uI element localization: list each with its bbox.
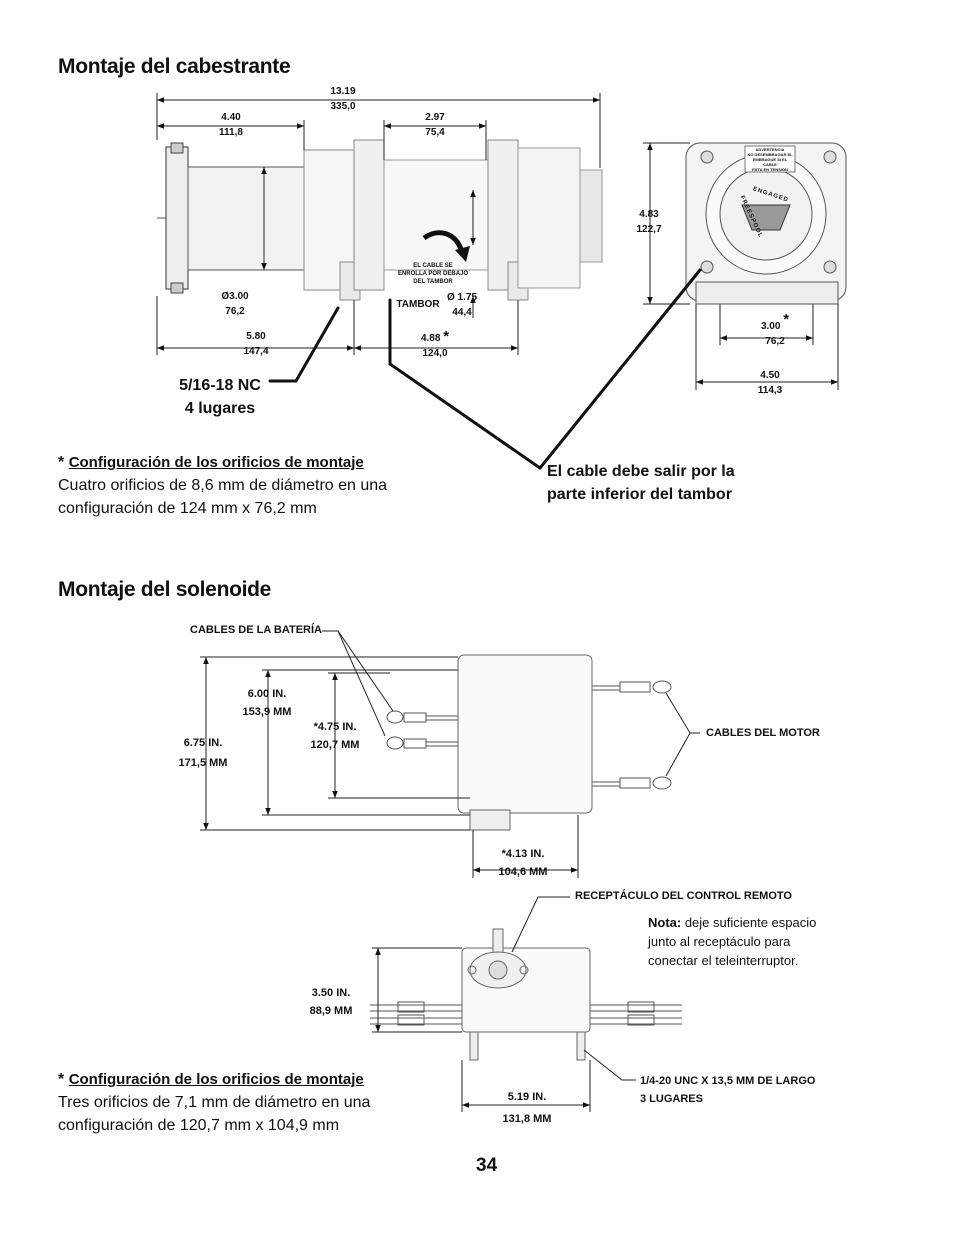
- dim-sol-w2-mm: 131,8 MM: [502, 1113, 552, 1125]
- solenoid-config-text: Tres orificios de 7,1 mm de diámetro en una: [58, 1094, 371, 1111]
- dim-motor: [206, 110, 256, 140]
- drum-label: TAMBOR: [396, 299, 440, 310]
- screw-callout: [640, 1072, 815, 1108]
- dim-base-right-mm: 124,0: [422, 348, 448, 359]
- asterisk-mark: *: [783, 311, 790, 328]
- dim-sol-h1-in: 6.00 IN.: [247, 688, 287, 700]
- dim-sol-w2-in: 5.19 IN.: [507, 1091, 547, 1103]
- dim-motor-in: 4.40: [221, 112, 241, 123]
- dim-base-right: [410, 329, 460, 361]
- dim-end-holes: [745, 311, 805, 349]
- note-line: deje suficiente espacio: [681, 915, 817, 930]
- cable-wind-note: [393, 262, 473, 286]
- dim-sol-h1: [228, 685, 306, 721]
- bolt-callout-line: 4 lugares: [184, 400, 256, 417]
- solenoid-front-view: [370, 929, 682, 1060]
- dim-sol-h3-in: 6.75 IN.: [183, 737, 223, 749]
- screw-callout-line: 1/4-20 UNC X 13,5 MM DE LARGO: [640, 1075, 816, 1087]
- warning-line: NO DESEMBRAGAR EL: [747, 152, 793, 157]
- dim-end-holes-in: 3.00: [760, 321, 781, 332]
- dim-base-right-in: 4.88: [420, 333, 441, 344]
- note-line: junto al receptáculo para: [648, 934, 791, 949]
- dim-sol-h1-mm: 153,9 MM: [242, 706, 292, 718]
- dim-sol-w1-mm: 104,6 MM: [498, 866, 548, 878]
- bolt-callout-line: 5/16-18 NC: [179, 377, 261, 394]
- winch-config-text: Cuatro orificios de 8,6 mm de diámetro en una: [58, 477, 388, 494]
- screw-callout-line: 3 LUGARES: [640, 1093, 703, 1105]
- config-asterisk: *: [58, 1071, 65, 1088]
- dim-drum-in: 2.97: [425, 112, 445, 123]
- cable-note-line: EL CABLE SE: [413, 263, 453, 269]
- dim-base-left: [231, 329, 281, 359]
- dim-motor-dia: [210, 289, 260, 319]
- dim-overall: [318, 84, 368, 114]
- dim-motor-dia-mm: 76,2: [225, 306, 245, 317]
- battery-cables-label: CABLES DE LA BATERÍA: [190, 624, 322, 636]
- dim-motor-dia-in: Ø3.00: [221, 291, 249, 302]
- freespool-label: FREESPOOL: [738, 194, 764, 240]
- cable-note-line: DEL TAMBOR: [413, 279, 453, 285]
- dim-sol-h3-mm: 171,5 MM: [178, 757, 228, 769]
- dim-base-left-in: 5.80: [246, 331, 266, 342]
- cable-exit-line: parte inferior del tambor: [547, 486, 732, 503]
- motor-cables-label: CABLES DEL MOTOR: [706, 727, 820, 739]
- warning-line: EMBRAGUE SI EL CABLE: [752, 157, 788, 167]
- dim-drum-dia: [440, 290, 484, 320]
- note-line: conectar el teleinterruptor.: [648, 953, 799, 968]
- dim-height-mm: 122,7: [636, 224, 662, 235]
- dim-base-left-mm: 147,4: [243, 346, 269, 357]
- dim-sol-h4-mm: 88,9 MM: [309, 1005, 353, 1017]
- bolt-callout: [170, 374, 270, 420]
- warning-plate: [746, 147, 794, 172]
- dim-drum-dia-mm: 44,4: [452, 307, 472, 318]
- cable-exit-callout: [547, 460, 807, 506]
- dim-drum-mm: 75,4: [425, 127, 445, 138]
- dim-drum-dia-in: Ø 1.75: [446, 292, 478, 303]
- dim-end-width: [742, 368, 798, 398]
- solenoid-top-view: [387, 655, 671, 830]
- dim-overall-mm: 335,0: [330, 101, 356, 112]
- warning-line: ADVERTENCIA: [755, 147, 785, 152]
- dim-overall-in: 13.19: [330, 86, 356, 97]
- dim-sol-h2-mm: 120,7 MM: [310, 739, 360, 751]
- dim-drum: [410, 110, 460, 140]
- dim-end-holes-mm: 76,2: [765, 336, 785, 347]
- winch-config-heading: Configuración de los orificios de montaje: [68, 454, 364, 471]
- solenoid-config-text: configuración de 120,7 mm x 104,9 mm: [58, 1117, 340, 1134]
- config-asterisk: *: [58, 454, 65, 471]
- page-number: 34: [476, 1155, 498, 1176]
- solenoid-title: Montaje del solenoide: [58, 578, 272, 601]
- dim-height: [624, 207, 674, 237]
- winch-side-view: [157, 140, 602, 300]
- warning-line: ESTA EN TENSION: [752, 167, 788, 172]
- dim-sol-h4: [292, 984, 370, 1020]
- cable-note-line: ENROLLA POR DEBAJO: [397, 271, 469, 277]
- dim-sol-w1-in: *4.13 IN.: [501, 848, 545, 860]
- winch-title: Montaje del cabestrante: [58, 55, 291, 78]
- winch-config-block: [58, 451, 458, 520]
- dim-sol-w2: [488, 1086, 566, 1130]
- dim-end-width-mm: 114,3: [757, 385, 783, 396]
- dim-sol-h2-in: *4.75 IN.: [313, 721, 357, 733]
- dim-motor-mm: 111,8: [219, 127, 243, 138]
- engaged-label: ENGAGED: [751, 186, 790, 204]
- remote-receptacle-label: RECEPTÁCULO DEL CONTROL REMOTO: [575, 890, 792, 902]
- solenoid-config-heading: Configuración de los orificios de montaje: [68, 1071, 364, 1088]
- asterisk-mark: *: [443, 328, 450, 345]
- cable-exit-line: El cable debe salir por la: [547, 463, 735, 480]
- dim-sol-w1: [484, 845, 562, 881]
- dim-sol-h2: [296, 718, 374, 754]
- dim-end-width-in: 4.50: [760, 370, 780, 381]
- remote-note: [648, 913, 838, 970]
- winch-config-text: configuración de 124 mm x 76,2 mm: [58, 500, 317, 517]
- dim-sol-h3: [164, 733, 242, 773]
- note-bold: Nota:: [648, 915, 682, 930]
- solenoid-config-block: [58, 1068, 458, 1137]
- dim-sol-h4-in: 3.50 IN.: [311, 987, 351, 999]
- dim-height-in: 4.83: [639, 209, 659, 220]
